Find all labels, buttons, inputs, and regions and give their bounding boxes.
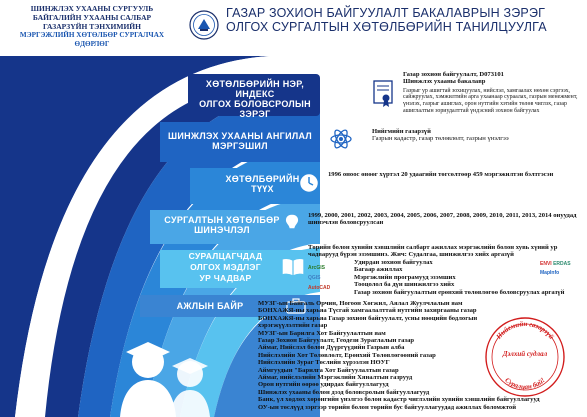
- label-line: ТҮҮХ: [251, 184, 274, 194]
- section-5-content: [308, 244, 582, 296]
- software-logo: QGIS: [308, 275, 321, 281]
- lightbulb-icon: [282, 212, 302, 238]
- label-line: ХӨТӨЛБӨРИЙН: [225, 174, 300, 184]
- program-name: Газар зохион байгуулалт, D073101: [403, 71, 504, 78]
- section-4-content: [308, 212, 582, 227]
- degree-name: Шинжлэх ухааны бакалавр: [403, 78, 486, 86]
- stamp-seal: [484, 316, 566, 398]
- section-3-content: [328, 171, 578, 178]
- label-line: ОЛГОХ БОЛОВСРОЛЫН ЗЭРЭГ: [199, 99, 311, 119]
- label-line: УР ЧАДВАР: [199, 273, 252, 283]
- job-item: МУЗГ-ын Барилга Хот Байгуулалтын яам: [258, 329, 386, 337]
- skill-item: Удирдан зохион байгуулах: [354, 259, 433, 266]
- job-item: МУЗГ-ын Байгаль Орчин, Ногоон Хөгжил, Аялал Жуулчлалын яам: [258, 300, 463, 307]
- revision-years: 1999, 2000, 2001, 2002, 2003, 2004, 2005, 2006, 2007, 2008, 2009, 2010, 2011, 2013, 2014 онуудад шинэчлэн боловсруулсан: [308, 212, 577, 227]
- program-description: Газрыг ур ашигтай зохицуулах, нийслэл, хамгаалах нөхөн сэргээх, сайжруулах, хэмжилтийн арга ухаанаар сураалах, газрын менежмент, үнэлэх, газрыг ашиглах, орон нутгийн хэтийн төлөв чиглэх, газар ашиглалтын зориудалттай үндэсний зохион байгуулах: [403, 87, 578, 114]
- software-logo: ENVI ERDAS: [540, 261, 571, 267]
- science-classification: Нийгмийн газарзүй: [372, 128, 431, 135]
- university-logo-icon: [189, 10, 219, 40]
- org-program: МЭРГЭЖЛИЙН ХӨТӨЛБӨР СУРГАЛЧАХ ӨДӨРЛӨГ: [19, 31, 165, 48]
- job-item: Аймгуудын "Барилга Хот Байгуулалтын газар: [258, 366, 399, 374]
- organization-block: [8, 4, 176, 49]
- org-line: БАЙГАЛИЙН УХААНЫ САЛБАР: [32, 13, 152, 22]
- skill-item: Газар зохион байгуулалтын ерөнхий төлөвлөгөө боловсруулах аргазүй: [354, 288, 565, 296]
- book-icon: [280, 256, 306, 278]
- section-4-label: [152, 215, 292, 235]
- skill-item: Мэргэжлийн програмууд эзэмших: [354, 273, 456, 281]
- stamp-mid-text: Дэлхий судлал: [502, 350, 548, 358]
- section-1-content: [403, 71, 583, 114]
- label-line: ХӨТӨЛБӨРИЙН НЭР, ИНДЕКС: [205, 79, 305, 99]
- certificate-icon: [372, 80, 396, 108]
- specialization: Газрын кадастр, газар төлөвлөлт, газрын үнэлгээ: [372, 135, 509, 143]
- title-line-1: ГАЗАР ЗОХИОН БАЙГУУЛАЛТ БАКАЛАВРЫН ЗЭРЭГ: [226, 6, 546, 20]
- label-line: СУРАЛЦАГЧДАД: [188, 251, 263, 261]
- stamp-top-text: Нийгмийн газарзүй: [494, 319, 556, 341]
- label-line: ШИНЭЧЛЭЛ: [194, 225, 250, 235]
- program-history: 1996 оноос өнөөг хүртэл 20 удаагийн төгсөлтөөр 459 мэргэжилтэн бэлтгэсэн: [328, 171, 554, 178]
- job-item: Шинжлэх ухааны болон дээд боловсролын байгууллагууд: [258, 388, 430, 396]
- label-line: ОЛГОХ МЭДЛЭГ: [190, 262, 261, 272]
- section-1-label: [190, 79, 320, 119]
- software-logo: MapInfo: [540, 270, 560, 276]
- job-item: Банк, үл хөдлөх хөрөнгийн үнэлгээ болон кадастр чиглэлийн хувийн хэвшлийн байгууллагууд: [258, 396, 540, 404]
- software-logo: ArcGIS: [308, 265, 325, 271]
- section-2-label: [165, 131, 315, 151]
- software-logos-left: [308, 259, 352, 291]
- skill-item: Тооцолол ба дүн шинжилгээ хийх: [354, 281, 455, 289]
- label-line: МЭРГЭШИЛ: [212, 141, 268, 151]
- page-title: [226, 6, 586, 34]
- atom-icon: [330, 128, 352, 150]
- job-item: Орон нутгийн өөрөө удирдах байгууллагууд: [258, 381, 389, 389]
- label-line: СУРГАЛТЫН ХӨТӨЛБӨР: [164, 215, 280, 225]
- software-logos-right: [540, 261, 584, 276]
- org-line: ГАЗАРЗҮЙН ТЭНХИМИЙН: [43, 22, 141, 31]
- job-item: ОУ-ын төслүүд зэргээр төрийн болон төрийн бус байгууллагуудад ажиллах боломжтой: [258, 403, 517, 411]
- job-item: Аймаг, Нийслэл болон Дүүргүүдийн Газрын алба: [258, 344, 405, 352]
- job-item: Нийслэлийн Зураг Төслийн хүрээлэн НӨУГ: [258, 359, 390, 367]
- job-item: Газар Зохион Байгуулалт, Геодези Зураглалын газар: [258, 337, 415, 345]
- skills-intro: Төрийн болон хувийн хэвшлийн салбарт ажиллах мэргэжлийн болон хувь хүний ур чадварууд бүрэн эзэмшинэ. Жич: Судалгаа, шинжилгээ хийх аргазүй: [308, 244, 558, 259]
- label-line: АЖЛЫН БАЙР: [176, 301, 244, 311]
- stamp-bottom-text: Суралцан бай!: [503, 376, 547, 392]
- graduates-icon: [108, 322, 228, 417]
- job-item: БОНХАЖЯ-ны харьяа Түсгай хамгаалалттай нутгийн захиргааны газар: [258, 307, 477, 315]
- clock-icon: [298, 172, 320, 194]
- label-line: ШИНЖЛЭХ УХААНЫ АНГИЛАЛ: [168, 131, 312, 141]
- job-item: БОНХАЖЯ-ны харьяа Газар зохион байгуулалт, усны нөөцийн бодлогын хэрэгжүүлэлтийн газар: [258, 314, 478, 330]
- section-6-label: [150, 301, 270, 311]
- software-logo: AutoCAD: [308, 285, 331, 291]
- section-2-content: [372, 128, 582, 143]
- section-5-label: [168, 251, 283, 284]
- job-item: Аймаг, нийслэлийн Мэргэжлийн Хяналтын газрууд: [258, 374, 413, 382]
- org-line: ШИНЖЛЭХ УХААНЫ СУРГУУЛЬ: [30, 4, 154, 13]
- skill-item: Багаар ажиллах: [354, 266, 403, 274]
- job-item: Нийслэлийн Хот Төлөвлөлт, Ерөнхий Төлөвлөгөөний газар: [258, 351, 436, 359]
- title-line-2: ОЛГОХ СУРГАЛТЫН ХӨТӨЛБӨРИЙН ТАНИЛЦУУЛГА: [226, 20, 547, 34]
